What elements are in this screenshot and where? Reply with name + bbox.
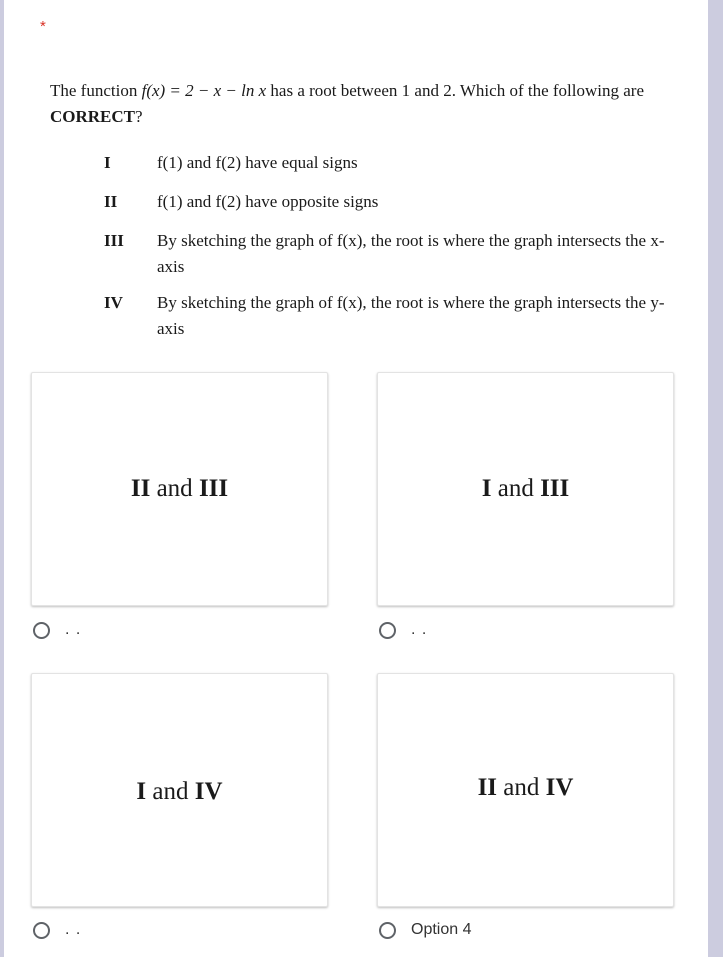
- question-card: [4, 0, 708, 957]
- option-3-text: [32, 778, 327, 806]
- option-2-radio-row[interactable]: [379, 620, 579, 644]
- option-1-part-b: III: [198, 475, 229, 502]
- question-after: has a root between 1 and 2. Which of the following are: [270, 81, 644, 100]
- question-text: [50, 78, 682, 130]
- option-4-part-b: IV: [545, 774, 574, 801]
- option-4-radio-row[interactable]: [379, 920, 579, 944]
- statement-number: III: [104, 231, 124, 250]
- option-3-radio-row[interactable]: [33, 920, 233, 944]
- option-1-radio-row[interactable]: [33, 620, 233, 644]
- option-2-text: [378, 475, 673, 503]
- option-2-and: and: [497, 475, 534, 502]
- option-4-and: and: [503, 774, 540, 801]
- option-1-radio[interactable]: [33, 622, 50, 639]
- option-3-part-a: I: [136, 778, 147, 805]
- option-1-radio-label: . .: [65, 621, 82, 638]
- option-3-image[interactable]: [31, 673, 328, 907]
- statement-number: II: [104, 192, 118, 211]
- option-1-image[interactable]: [31, 372, 328, 606]
- statement-text: By sketching the graph of f(x), the root is where the graph intersects the y-axis: [157, 293, 665, 338]
- option-4-part-a: II: [477, 774, 498, 801]
- question-formula: f(x) = 2 − x − ln x: [141, 81, 267, 100]
- option-1-and: and: [156, 475, 193, 502]
- option-2-radio[interactable]: [379, 622, 396, 639]
- option-2-part-a: I: [481, 475, 492, 502]
- option-1-text: [32, 475, 327, 503]
- option-4-text: [378, 774, 673, 802]
- option-3-radio-label: . .: [65, 921, 82, 938]
- option-4-radio[interactable]: [379, 922, 396, 939]
- statement-text: f(1) and f(2) have opposite signs: [157, 192, 379, 211]
- option-2-image[interactable]: [377, 372, 674, 606]
- statement-number: IV: [104, 293, 123, 312]
- statement-number: I: [104, 153, 111, 172]
- option-4-image[interactable]: [377, 673, 674, 907]
- option-3-and: and: [152, 778, 189, 805]
- statement-text: f(1) and f(2) have equal signs: [157, 153, 358, 172]
- option-4-radio-label: Option 4: [411, 921, 472, 938]
- statement-text: By sketching the graph of f(x), the root is where the graph intersects the x-axis: [157, 231, 665, 276]
- option-3-radio[interactable]: [33, 922, 50, 939]
- question-emphasis: CORRECT: [50, 107, 136, 126]
- question-end: ?: [135, 107, 143, 126]
- option-1-part-a: II: [130, 475, 151, 502]
- option-2-radio-label: . .: [411, 621, 428, 638]
- required-asterisk: *: [40, 18, 46, 35]
- option-3-part-b: IV: [194, 778, 223, 805]
- option-2-part-b: III: [540, 475, 570, 502]
- question-before: The function: [50, 81, 138, 100]
